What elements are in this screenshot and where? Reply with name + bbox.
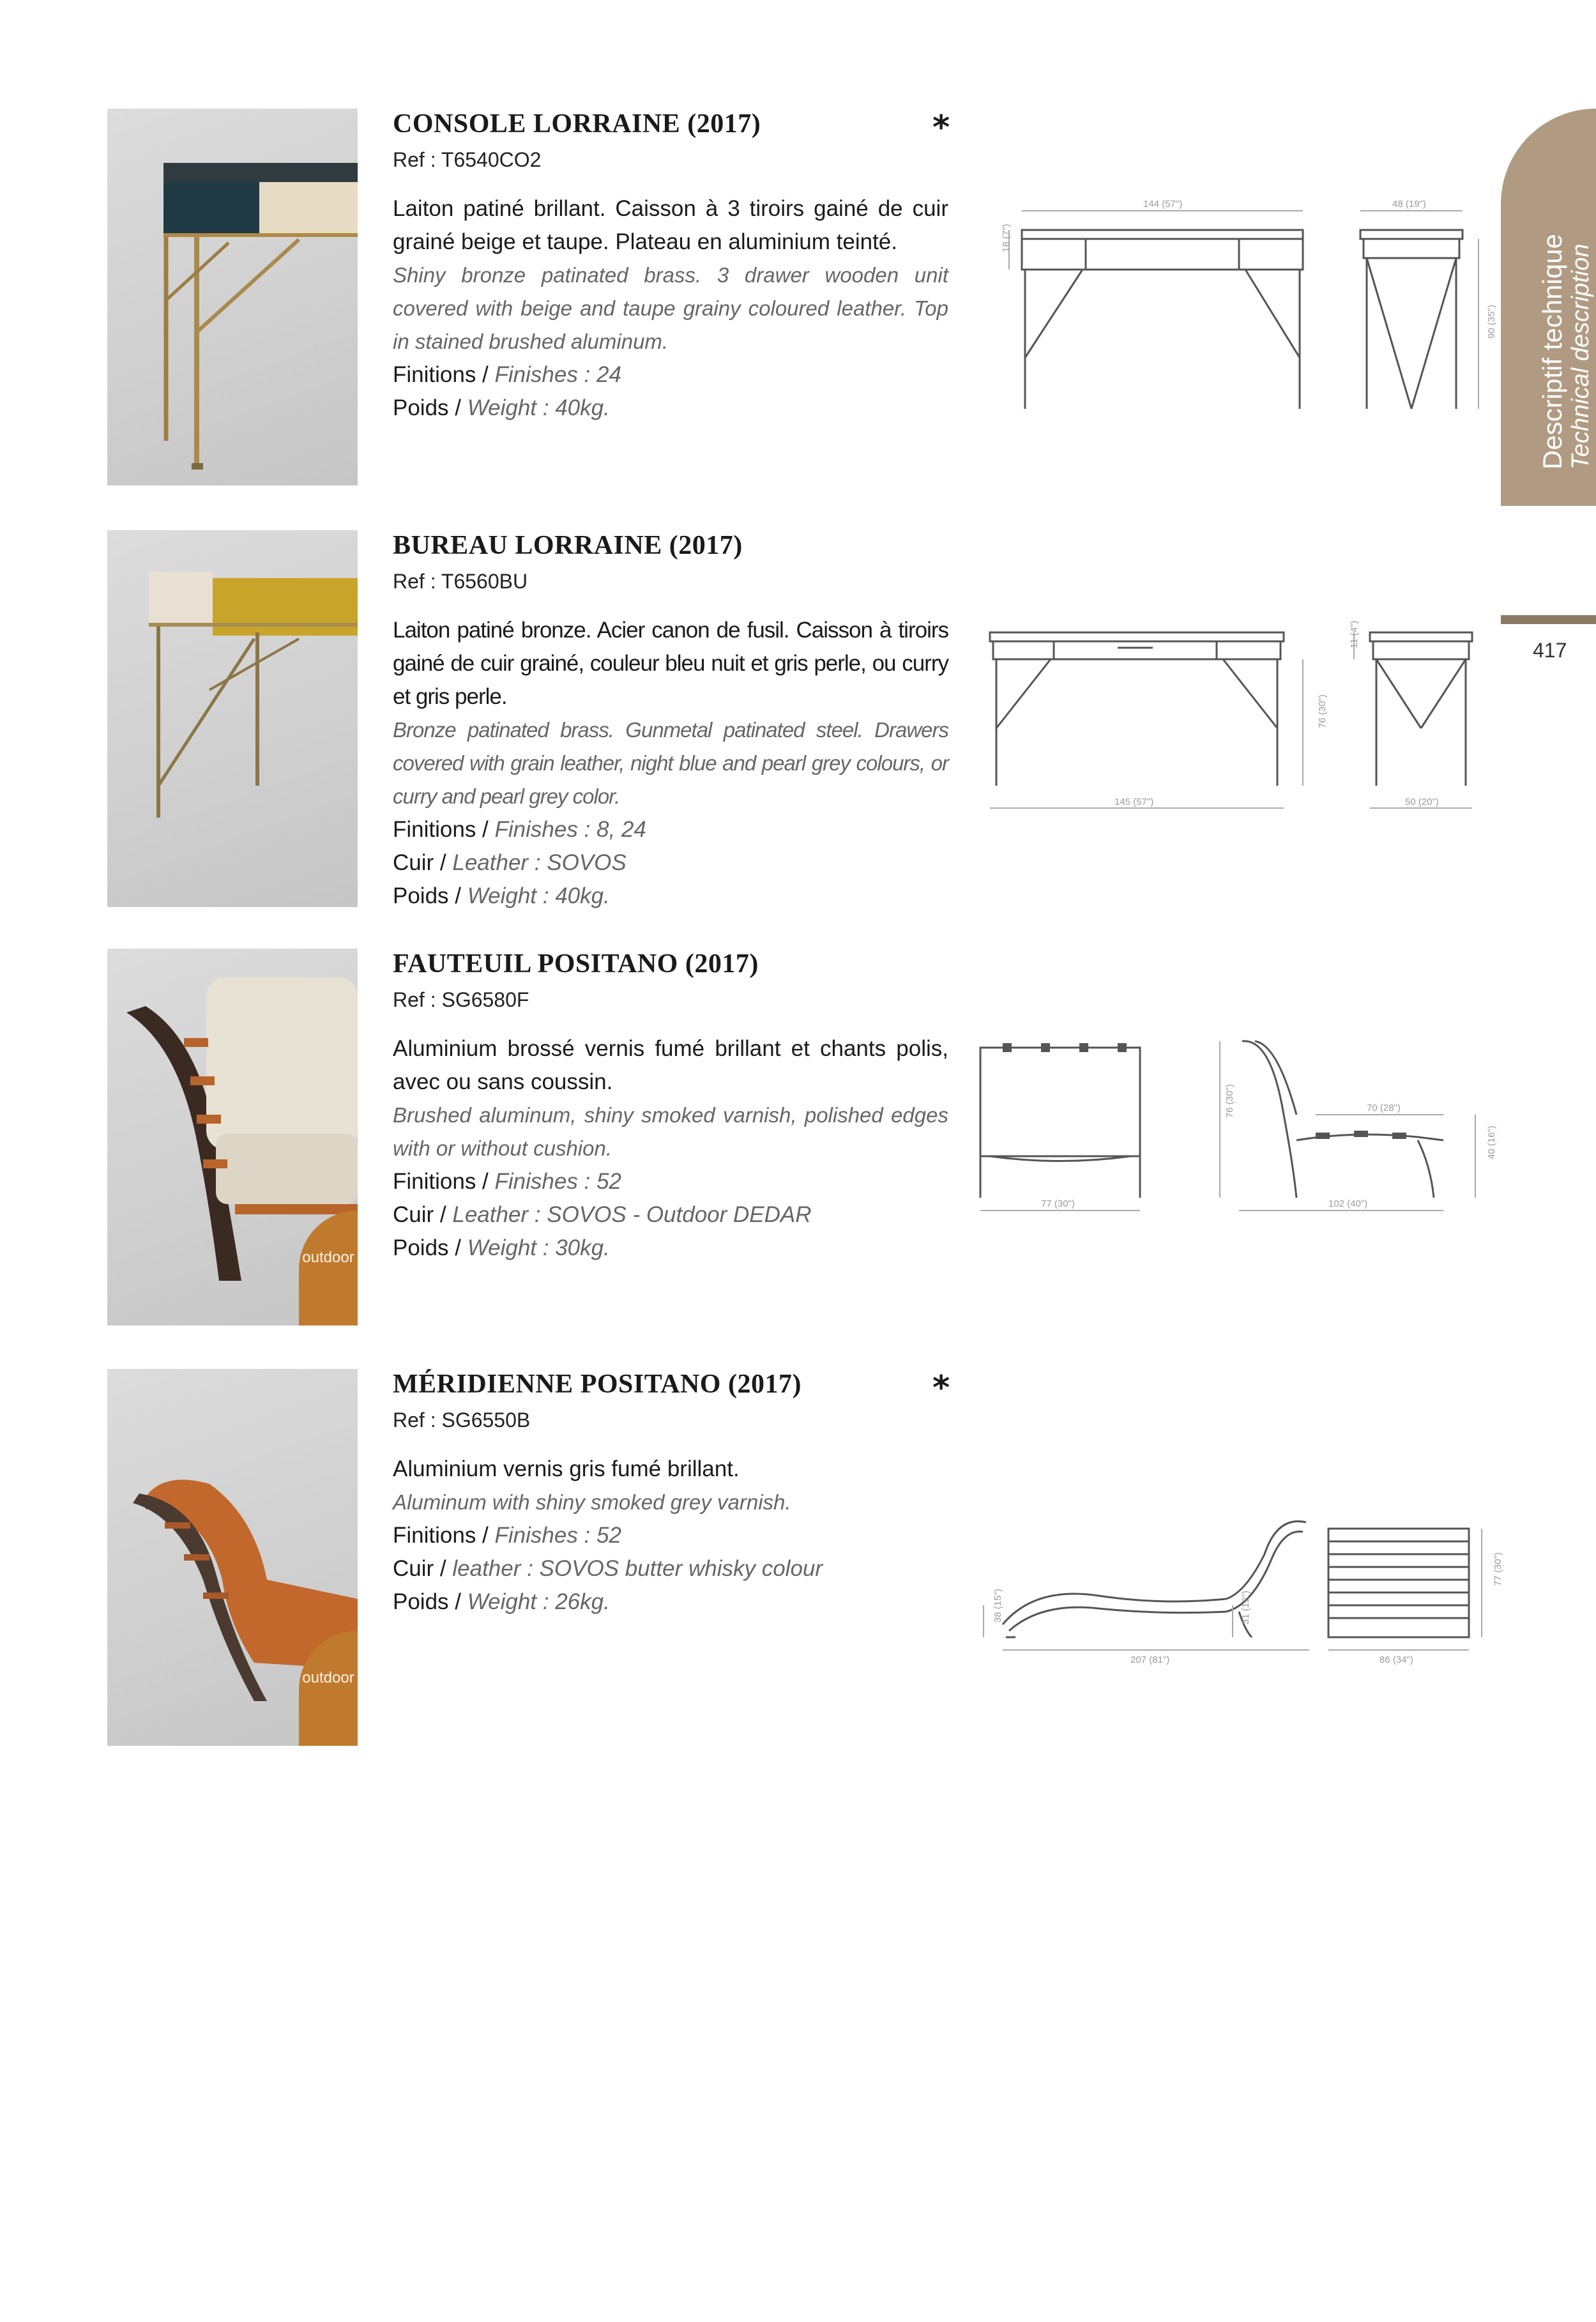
description-fr: Laiton patiné brillant. Caisson à 3 tiroirs gainé de cuir grainé beige et taupe. Plateau en aluminium teinté.	[393, 196, 948, 254]
asterisk-mark: *	[932, 1369, 950, 1407]
product-photo	[107, 949, 358, 1325]
description-en: Bronze patinated brass. Gunmetal patinated steel. Drawers covered with grain leather, night blue and pearl grey colours, or curry and pearl grey color.	[393, 718, 948, 808]
page-number: 417	[1533, 639, 1567, 662]
outdoor-badge: outdoor	[299, 1211, 358, 1325]
spec-weight: Poids / Weight : 40kg.	[393, 395, 610, 420]
dim-seat-height: 40 (16")	[1486, 1126, 1497, 1159]
product-photo	[107, 530, 358, 907]
spec-leather: Cuir / Leather : SOVOS - Outdoor DEDAR	[393, 1202, 812, 1227]
spec-finishes: Finitions / Finishes : 52	[393, 1169, 621, 1194]
dim-width: 77 (30")	[1041, 1198, 1075, 1209]
spec-leather: Cuir / Leather : SOVOS	[393, 850, 627, 875]
spec-weight: Poids / Weight : 26kg.	[393, 1589, 610, 1614]
description-fr: Aluminium vernis gris fumé brillant.	[393, 1456, 740, 1481]
technical-drawing	[971, 166, 1497, 466]
section-subtitle: Technical description	[1567, 243, 1594, 470]
outdoor-badge: outdoor	[299, 1631, 358, 1746]
technical-drawing	[971, 569, 1494, 869]
product-photo	[107, 109, 358, 485]
product-title: FAUTEUIL POSITANO (2017)	[393, 949, 759, 979]
dim-height: 77 (30")	[1493, 1552, 1503, 1586]
dim-length: 207 (81")	[1130, 1654, 1170, 1665]
dim-drawer-height: 18 (7")	[1001, 224, 1012, 252]
dim-height: 76 (30")	[1317, 694, 1328, 728]
product-fauteuil-positano	[0, 949, 1596, 1332]
description-fr: Laiton patiné bronze. Acier canon de fusil. Caisson à tiroirs gainé de cuir grainé, couleur bleu nuit et gris perle, ou curry et gris perle.	[393, 618, 948, 709]
product-title: MÉRIDIENNE POSITANO (2017)	[393, 1370, 802, 1399]
section-title: Descriptif technique	[1537, 234, 1567, 470]
technical-drawing	[971, 987, 1497, 1287]
dim-depth: 102 (40")	[1328, 1198, 1368, 1209]
dim-width: 144 (57")	[1143, 199, 1183, 210]
description-en: Shiny bronze patinated brass. 3 drawer wooden unit covered with beige and taupe grainy coloured leather. Top in stained brushed aluminum.	[393, 263, 948, 353]
dim-width: 145 (57")	[1114, 797, 1154, 807]
description-en: Aluminum with shiny smoked grey varnish.	[393, 1490, 791, 1514]
spec-leather: Cuir / leather : SOVOS butter whisky colour	[393, 1556, 823, 1581]
spec-weight: Poids / Weight : 30kg.	[393, 1235, 610, 1260]
dim-depth: 50 (20")	[1405, 797, 1439, 807]
dim-width: 86 (34")	[1379, 1654, 1413, 1665]
description-fr: Aluminium brossé vernis fumé brillant et chants polis, avec ou sans coussin.	[393, 1036, 948, 1094]
spec-finishes: Finitions / Finishes : 8, 24	[393, 817, 646, 842]
spec-weight: Poids / Weight : 40kg.	[393, 883, 610, 908]
spec-finishes: Finitions / Finishes : 52	[393, 1523, 621, 1548]
product-title: CONSOLE LORRAINE (2017)	[393, 109, 761, 139]
description-en: Brushed aluminum, shiny smoked varnish, polished edges with or without cushion.	[393, 1103, 948, 1160]
dim-drawer-height: 11 (4")	[1349, 620, 1360, 648]
dim-seat-depth: 70 (28")	[1367, 1103, 1401, 1113]
dim-height: 90 (35")	[1486, 305, 1497, 339]
product-ref: Ref : T6560BU	[393, 570, 528, 593]
product-ref: Ref : T6540CO2	[393, 148, 542, 171]
product-console-lorraine	[0, 109, 1596, 492]
product-title: BUREAU LORRAINE (2017)	[393, 531, 743, 560]
dim-seat-height: 31 (12")	[1240, 1591, 1251, 1624]
technical-drawing	[971, 1478, 1503, 1778]
spec-finishes: Finitions / Finishes : 24	[393, 362, 621, 387]
asterisk-mark: *	[932, 109, 950, 147]
product-bureau-lorraine	[0, 530, 1596, 913]
product-ref: Ref : SG6580F	[393, 988, 529, 1011]
dim-low-height: 38 (15")	[992, 1589, 1003, 1623]
product-photo	[107, 1369, 358, 1746]
product-meridienne-positano	[0, 1369, 1596, 1752]
dim-depth: 48 (19")	[1392, 199, 1426, 210]
product-ref: Ref : SG6550B	[393, 1409, 531, 1432]
dim-height: 76 (30")	[1224, 1084, 1235, 1118]
